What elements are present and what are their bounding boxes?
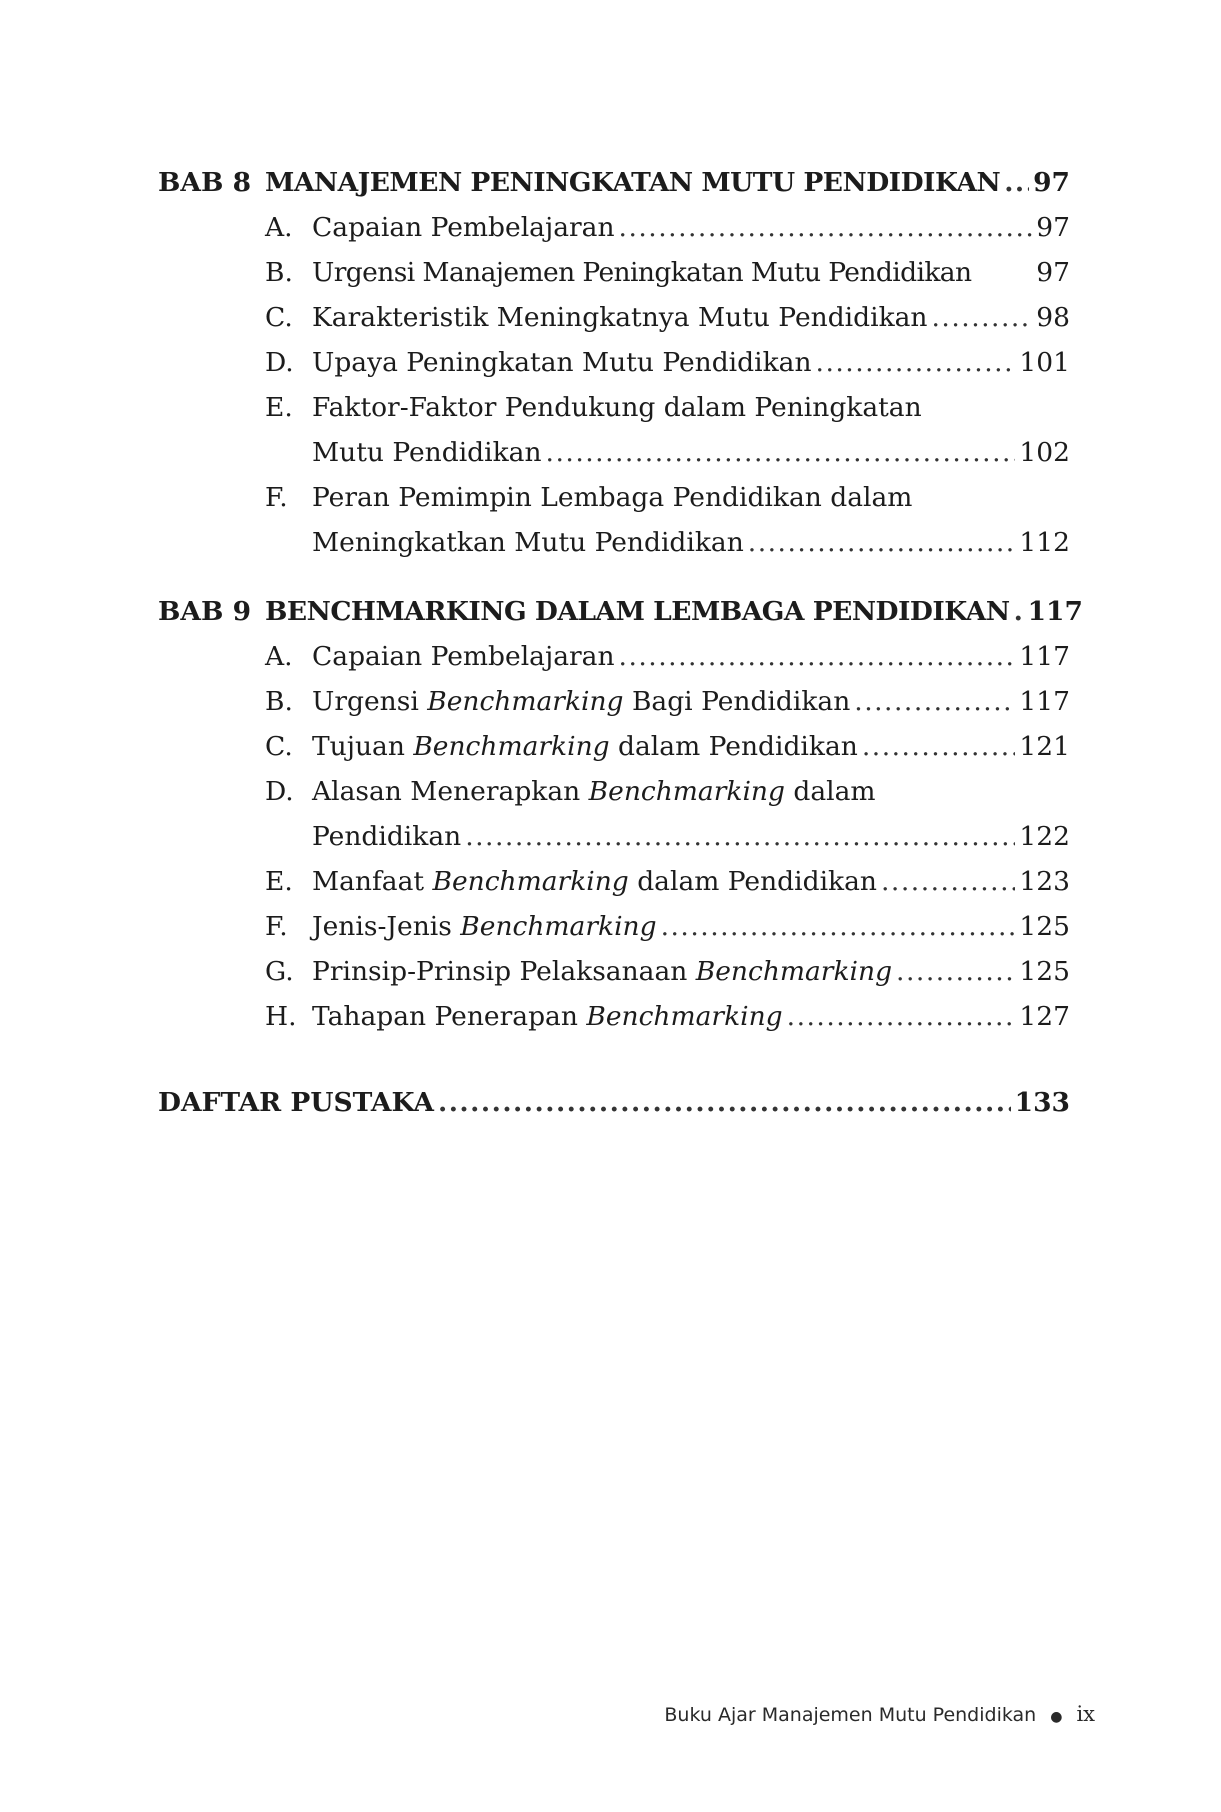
toc-entry-line2[interactable] bbox=[158, 520, 1070, 565]
toc-entry[interactable] bbox=[158, 205, 1070, 250]
entry-title: Capaian Pembelajaran bbox=[312, 641, 615, 672]
daftar-pustaka-entry[interactable] bbox=[158, 1080, 1070, 1125]
entry-title-text: Prinsip-Prinsip Pelaksanaan bbox=[312, 956, 696, 987]
dot-leader bbox=[546, 430, 1016, 475]
chapter-title: MANAJEMEN PENINGKATAN MUTU PENDIDIKAN bbox=[265, 167, 1001, 198]
dot-leader bbox=[748, 520, 1016, 565]
dot-leader bbox=[881, 859, 1015, 904]
entry-page: 97 bbox=[1036, 257, 1070, 288]
entry-title-text: dalam Pendidikan bbox=[628, 866, 877, 897]
entry-title-text: Urgensi bbox=[312, 686, 428, 717]
entry-letter: F. bbox=[265, 911, 288, 942]
entry-title-line2: Mutu Pendidikan bbox=[312, 437, 542, 468]
entry-title: Urgensi Manajemen Peningkatan Mutu Pendidikan bbox=[312, 257, 972, 288]
entry-letter: D. bbox=[265, 347, 294, 378]
entry-title-text: Bagi Pendidikan bbox=[623, 686, 851, 717]
entry-title-italic: Benchmarking bbox=[427, 686, 624, 717]
dot-leader bbox=[438, 1080, 1011, 1125]
chapter-heading[interactable] bbox=[158, 589, 1083, 634]
toc-entry-line1[interactable] bbox=[158, 385, 1070, 430]
dot-leader bbox=[619, 634, 1016, 679]
entry-letter: E. bbox=[265, 866, 293, 897]
dot-leader bbox=[619, 205, 1033, 250]
entry-title bbox=[312, 994, 783, 1039]
entry-title bbox=[312, 904, 657, 949]
toc-entry[interactable] bbox=[158, 634, 1070, 679]
entry-letter: B. bbox=[265, 686, 293, 717]
toc-entry[interactable] bbox=[158, 250, 1070, 295]
toc-entry[interactable] bbox=[158, 679, 1070, 724]
chapter-label: BAB 9 bbox=[158, 596, 252, 627]
footer-page-number: ix bbox=[1076, 1702, 1095, 1726]
entry-title: Upaya Peningkatan Mutu Pendidikan bbox=[312, 347, 812, 378]
entry-title-text: Manfaat bbox=[312, 866, 433, 897]
dot-leader bbox=[661, 904, 1016, 949]
entry-title: Capaian Pembelajaran bbox=[312, 212, 615, 243]
chapter-label: BAB 8 bbox=[158, 167, 252, 198]
entry-letter: E. bbox=[265, 392, 293, 423]
dot-leader bbox=[816, 340, 1016, 385]
toc-entry[interactable] bbox=[158, 724, 1070, 769]
entry-title-text: dalam bbox=[784, 776, 876, 807]
entry-title-italic: Benchmarking bbox=[432, 866, 629, 897]
daftar-pustaka-title: DAFTAR PUSTAKA bbox=[158, 1087, 434, 1118]
toc-entry[interactable] bbox=[158, 994, 1070, 1039]
entry-page: 121 bbox=[1019, 731, 1070, 762]
entry-title-line1 bbox=[312, 769, 876, 814]
entry-title-line2: Pendidikan bbox=[312, 821, 462, 852]
entry-letter: H. bbox=[265, 1001, 297, 1032]
entry-title bbox=[312, 949, 892, 994]
entry-title bbox=[312, 724, 858, 769]
entry-title-text: Jenis-Jenis bbox=[312, 911, 461, 942]
entry-page: 98 bbox=[1036, 302, 1070, 333]
entry-letter: A. bbox=[265, 212, 293, 243]
entry-letter: C. bbox=[265, 731, 293, 762]
toc-entry-line1[interactable] bbox=[158, 769, 1070, 814]
entry-page: 123 bbox=[1019, 866, 1070, 897]
entry-letter: B. bbox=[265, 257, 293, 288]
toc-entry[interactable] bbox=[158, 904, 1070, 949]
chapter-bab-8 bbox=[158, 160, 1070, 565]
toc-entry[interactable] bbox=[158, 949, 1070, 994]
daftar-pustaka-page: 133 bbox=[1014, 1087, 1070, 1118]
toc-entry[interactable] bbox=[158, 859, 1070, 904]
entry-title: Karakteristik Meningkatnya Mutu Pendidikan bbox=[312, 302, 928, 333]
bullet-icon: ● bbox=[1050, 1709, 1063, 1725]
dot-leader bbox=[465, 814, 1015, 859]
entry-letter: G. bbox=[265, 956, 294, 987]
entry-letter: F. bbox=[265, 482, 288, 513]
toc-entry[interactable] bbox=[158, 295, 1070, 340]
entry-letter: A. bbox=[265, 641, 293, 672]
entry-page: 125 bbox=[1019, 911, 1070, 942]
chapter-bab-9 bbox=[158, 589, 1083, 1039]
entry-page: 97 bbox=[1036, 212, 1070, 243]
entry-title-line1: Faktor-Faktor Pendukung dalam Peningkatan bbox=[312, 392, 922, 423]
entry-title-italic: Benchmarking bbox=[695, 956, 893, 987]
toc-entry-line2[interactable] bbox=[158, 430, 1070, 475]
entry-title-italic: Benchmarking bbox=[413, 731, 610, 762]
table-of-contents bbox=[158, 160, 1083, 1039]
entry-title-italic: Benchmarking bbox=[460, 911, 657, 942]
entry-title bbox=[312, 679, 850, 724]
dot-leader bbox=[787, 994, 1016, 1039]
entry-page: 112 bbox=[1019, 527, 1070, 558]
toc-entry-line2[interactable] bbox=[158, 814, 1070, 859]
entry-title-italic: Benchmarking bbox=[588, 776, 785, 807]
entry-title bbox=[312, 859, 877, 904]
entry-title-text: Tahapan Penerapan bbox=[312, 1001, 587, 1032]
chapter-heading[interactable] bbox=[158, 160, 1070, 205]
footer-book-title: Buku Ajar Manajemen Mutu Pendidikan bbox=[664, 1704, 1037, 1726]
entry-title-italic: Benchmarking bbox=[586, 1001, 783, 1032]
dot-leader bbox=[854, 679, 1015, 724]
page-footer bbox=[664, 1702, 1095, 1726]
entry-page: 102 bbox=[1019, 437, 1070, 468]
toc-entry-line1[interactable] bbox=[158, 475, 1070, 520]
entry-title-text: Tujuan bbox=[312, 731, 414, 762]
chapter-page: 97 bbox=[1033, 167, 1070, 198]
entry-page: 122 bbox=[1019, 821, 1070, 852]
dot-leader bbox=[1014, 589, 1024, 634]
entry-page: 101 bbox=[1019, 347, 1070, 378]
entry-title-line1: Peran Pemimpin Lembaga Pendidikan dalam bbox=[312, 482, 913, 513]
dot-leader bbox=[1004, 160, 1029, 205]
entry-letter: D. bbox=[265, 776, 294, 807]
entry-page: 117 bbox=[1019, 686, 1070, 717]
entry-title-line2: Meningkatkan Mutu Pendidikan bbox=[312, 527, 744, 558]
entry-title-text: dalam Pendidikan bbox=[609, 731, 858, 762]
chapter-title: BENCHMARKING DALAM LEMBAGA PENDIDIKAN bbox=[265, 596, 1010, 627]
entry-title-text: Alasan Menerapkan bbox=[312, 776, 589, 807]
dot-leader bbox=[896, 949, 1015, 994]
entry-page: 125 bbox=[1019, 956, 1070, 987]
entry-page: 117 bbox=[1019, 641, 1070, 672]
entry-letter: C. bbox=[265, 302, 293, 333]
chapter-page: 117 bbox=[1027, 596, 1083, 627]
entry-page: 127 bbox=[1019, 1001, 1070, 1032]
dot-leader bbox=[862, 724, 1016, 769]
dot-leader bbox=[932, 295, 1033, 340]
toc-entry[interactable] bbox=[158, 340, 1070, 385]
